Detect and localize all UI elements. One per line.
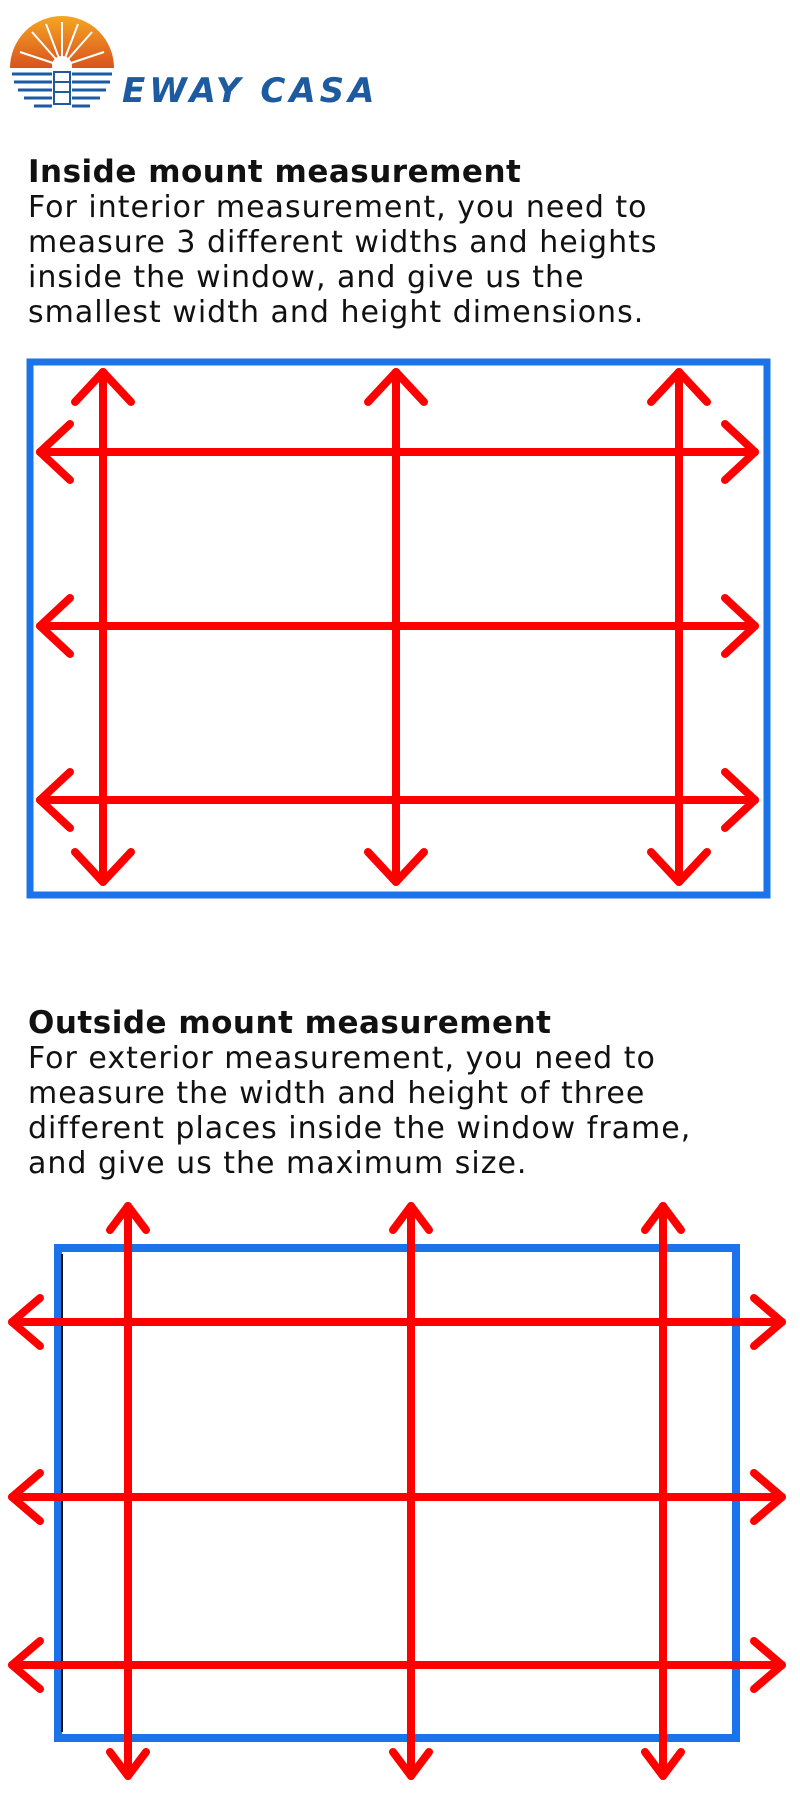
outside-mount-section bbox=[28, 1005, 788, 1181]
inside-mount-description: For interior measurement, you need to measure 3 different widths and heights inside the window, and give us the smallest width and height dimensions. bbox=[28, 190, 658, 330]
sun-logo-icon bbox=[10, 16, 114, 108]
outside-mount-diagram bbox=[0, 1200, 800, 1793]
brand-logo bbox=[8, 8, 408, 118]
inside-mount-diagram bbox=[0, 350, 800, 914]
height-arrow-right bbox=[645, 1206, 681, 1776]
height-arrow-center bbox=[393, 1206, 429, 1776]
inside-mount-heading: Inside mount measurement bbox=[28, 154, 522, 190]
height-arrow-left bbox=[110, 1206, 146, 1776]
outside-mount-description: For exterior measurement, you need to measure the width and height of three different places inside the window frame, and give us the maximum size. bbox=[28, 1041, 692, 1181]
outside-mount-heading: Outside mount measurement bbox=[28, 1005, 552, 1041]
brand-name: EWAY CASA bbox=[122, 71, 379, 111]
inside-mount-section bbox=[28, 154, 788, 330]
